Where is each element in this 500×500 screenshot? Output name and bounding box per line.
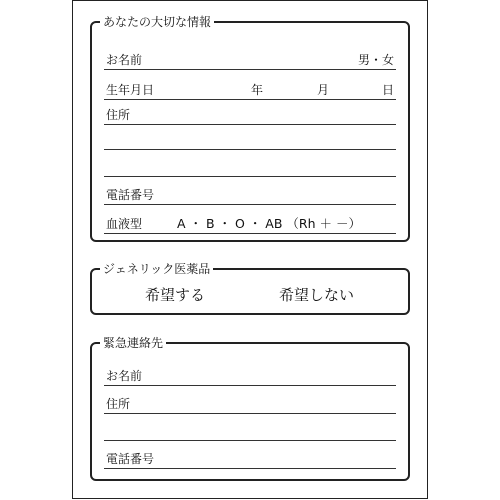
emergency-name-row[interactable]	[104, 365, 396, 386]
emergency-address-row[interactable]	[104, 393, 396, 414]
emergency-address-line-2[interactable]	[104, 440, 396, 441]
address-line-2[interactable]	[104, 149, 396, 150]
birthdate-row[interactable]	[104, 79, 396, 100]
generic-medicine-legend: ジェネリック医薬品	[100, 261, 213, 277]
emergency-contact-section	[90, 336, 410, 481]
phone-label: 電話番号	[106, 188, 155, 202]
generic-no-wish-option[interactable]: 希望しない	[279, 286, 355, 304]
name-label: お名前	[106, 53, 143, 67]
emergency-name-label: お名前	[106, 369, 143, 383]
gender-options[interactable]: 男・女	[357, 53, 394, 67]
month-label: 月	[317, 83, 330, 97]
blood-type-options[interactable]: A ・ B ・ O ・ AB （Rh ＋ －）	[177, 216, 361, 231]
blood-type-label: 血液型	[106, 217, 143, 231]
birthdate-label: 生年月日	[106, 83, 155, 97]
generic-wish-option[interactable]: 希望する	[145, 286, 206, 304]
year-label: 年	[251, 83, 264, 97]
address-line-3[interactable]	[104, 176, 396, 177]
name-row[interactable]	[104, 49, 396, 70]
emergency-address-label: 住所	[106, 397, 131, 411]
blood-type-row[interactable]	[104, 213, 396, 234]
phone-row[interactable]	[104, 184, 396, 205]
address-label: 住所	[106, 108, 131, 122]
personal-info-section	[90, 15, 410, 242]
day-label: 日	[381, 83, 394, 97]
address-row[interactable]	[104, 104, 396, 125]
info-card	[72, 0, 428, 499]
emergency-phone-row[interactable]	[104, 448, 396, 469]
personal-info-legend: あなたの大切な情報	[100, 14, 214, 30]
generic-medicine-section	[90, 262, 410, 315]
emergency-phone-label: 電話番号	[106, 452, 155, 466]
emergency-contact-legend: 緊急連絡先	[100, 335, 166, 351]
